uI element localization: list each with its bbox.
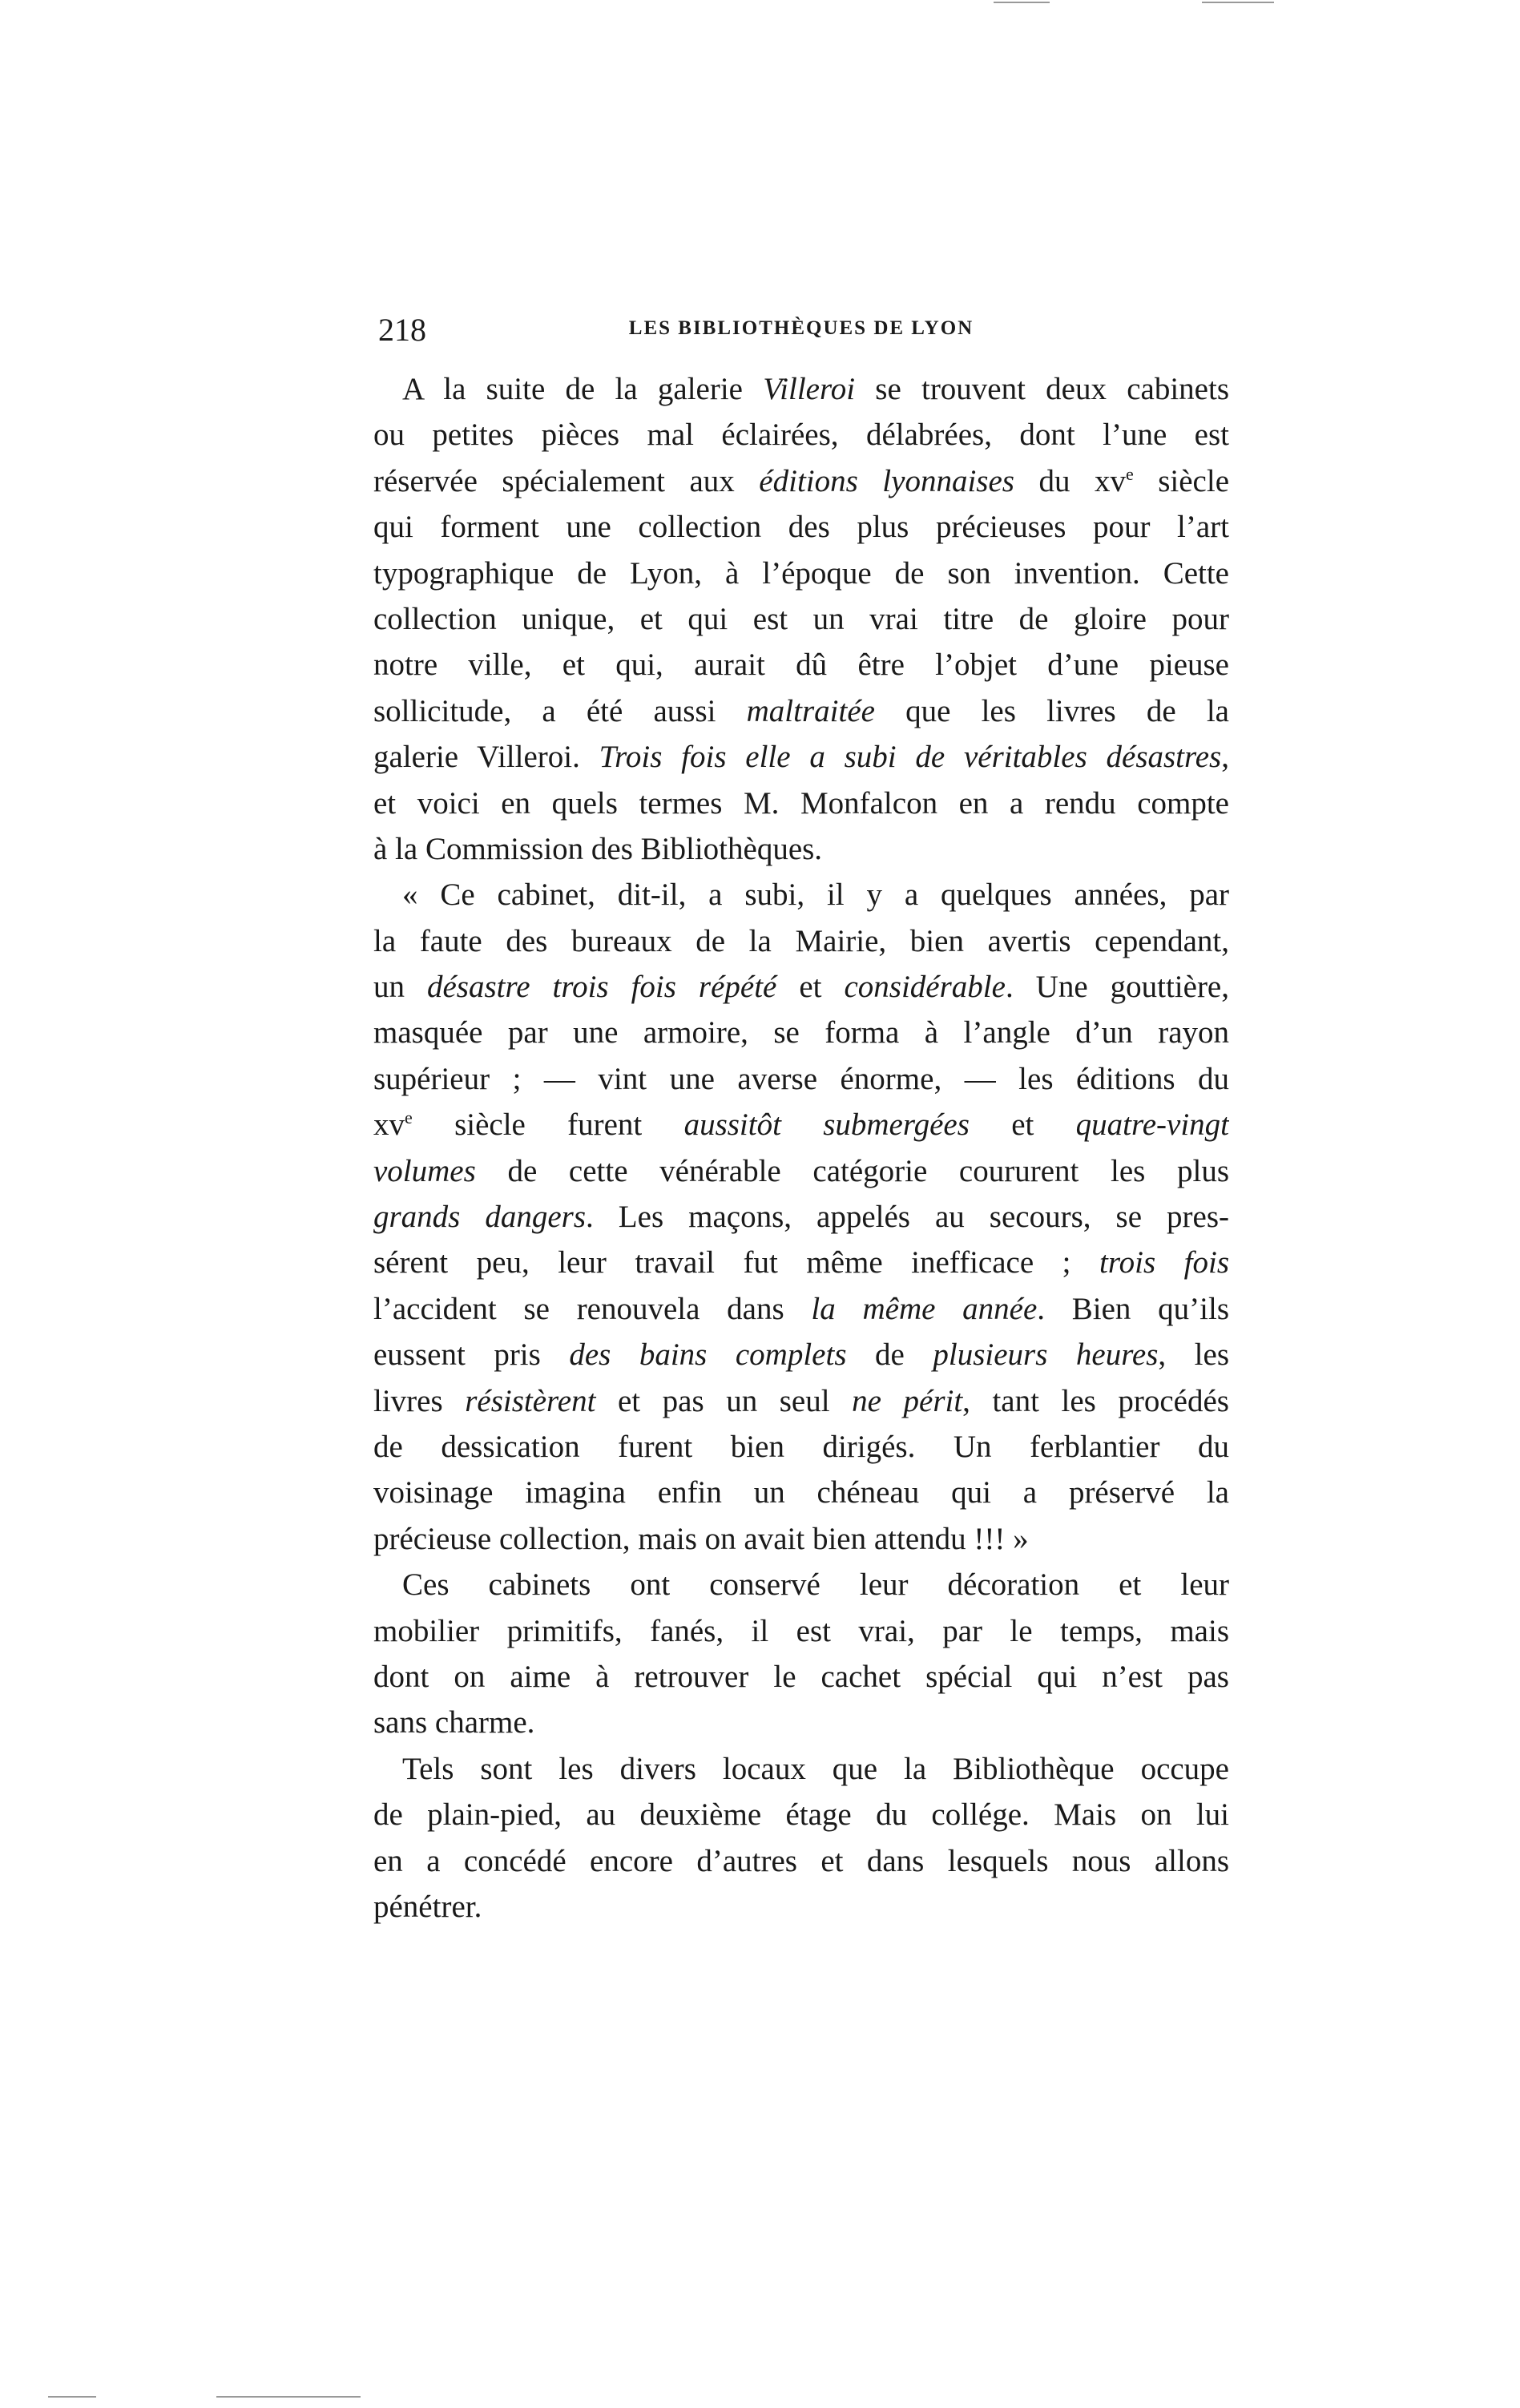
text-line: [373, 1194, 1229, 1240]
text-line: [373, 1010, 1229, 1055]
text-segment: l’accident se renouvela dans: [373, 1291, 812, 1326]
text-segment: sollicitude, a été aussi: [373, 693, 747, 728]
superscript: e: [405, 1107, 413, 1128]
scan-edge-mark: [994, 2, 1050, 3]
text-line: [373, 642, 1229, 688]
text-line: [373, 688, 1229, 734]
text-segment: de dessication furent bien dirigés. Un ferblantier du: [373, 1429, 1229, 1464]
italic-text: résistèrent: [465, 1383, 596, 1418]
text-line: [373, 1378, 1229, 1424]
text-segment: eussent pris: [373, 1337, 570, 1373]
italic-text: ne périt: [852, 1383, 963, 1418]
italic-text: Villeroi: [763, 372, 856, 406]
text-line: [373, 1102, 1229, 1148]
scan-edge-mark: [48, 2396, 96, 2398]
text-segment: la faute des bureaux de la Mairie, bien avertis cependant,: [373, 923, 1229, 958]
text-segment: en a concédé encore d’autres et dans lesquels nous allons: [373, 1843, 1229, 1878]
text-segment: du xv: [1014, 463, 1126, 498]
text-line: [373, 1700, 1229, 1745]
text-segment: siècle furent: [412, 1107, 684, 1143]
text-segment: et: [776, 970, 845, 1005]
text-line: [373, 1516, 1229, 1562]
text-segment: un: [373, 970, 427, 1005]
italic-text: volumes: [373, 1153, 476, 1188]
text-segment: à la Commission des Bibliothèques.: [373, 831, 823, 866]
superscript: e: [1125, 463, 1134, 484]
text-line: [373, 1148, 1229, 1194]
body-text: [373, 366, 1229, 1930]
text-line: [373, 734, 1229, 780]
text-segment: . Une gouttière,: [1005, 970, 1229, 1005]
text-segment: , tant les procédés: [962, 1383, 1229, 1418]
text-segment: sérent peu, leur travail fut même inefficace ;: [373, 1245, 1100, 1281]
text-line: [373, 1562, 1229, 1607]
text-segment: galerie Villeroi.: [373, 740, 599, 775]
italic-text: la même année: [811, 1291, 1038, 1326]
text-line: [373, 1654, 1229, 1700]
text-line: [373, 1332, 1229, 1377]
text-line: [373, 1884, 1229, 1930]
text-line: [373, 504, 1229, 550]
text-line: [373, 1424, 1229, 1470]
italic-text: Trois fois elle a subi de véritables désastres: [599, 740, 1222, 775]
text-line: [373, 1286, 1229, 1332]
text-line: [373, 872, 1229, 918]
italic-text: trois fois: [1099, 1245, 1229, 1281]
text-segment: pénétrer.: [373, 1889, 482, 1924]
text-segment: ou petites pièces mal éclairées, délabrées, dont l’une est: [373, 417, 1229, 453]
italic-text: considérable: [844, 970, 1006, 1005]
text-segment: siècle: [1133, 463, 1229, 498]
scan-edge-mark: [1202, 2, 1274, 3]
text-line: [373, 1470, 1229, 1515]
text-segment: « Ce cabinet, dit-il, a subi, il y a quelques années, par: [402, 877, 1229, 913]
italic-text: grands dangers: [373, 1200, 587, 1235]
italic-text: désastre trois fois répété: [426, 970, 777, 1005]
italic-text: plusieurs heures: [933, 1337, 1159, 1373]
text-line: [373, 1792, 1229, 1837]
text-segment: voisinage imagina enfin un chéneau qui a préservé la: [373, 1475, 1229, 1511]
running-title: LES BIBLIOTHÈQUES DE LYON: [628, 317, 974, 339]
text-segment: . Les maçons, appelés au secours, se pres-: [586, 1200, 1229, 1235]
text-line: [373, 1608, 1229, 1654]
text-segment: A la suite de la galerie: [402, 372, 764, 406]
text-segment: que les livres de la: [874, 693, 1229, 728]
italic-text: éditions lyonnaises: [759, 463, 1014, 498]
text-line: [373, 1240, 1229, 1285]
text-segment: , les: [1158, 1337, 1229, 1373]
italic-text: aussitôt submergées: [683, 1107, 970, 1143]
text-line: [373, 918, 1229, 964]
text-line: [373, 780, 1229, 826]
text-segment: collection unique, et qui est un vrai titre de gloire pour: [373, 601, 1229, 636]
text-line: [373, 1746, 1229, 1792]
italic-text: des bains complets: [569, 1337, 847, 1373]
text-segment: de: [846, 1337, 933, 1373]
text-line: [373, 964, 1229, 1010]
text-line: [373, 458, 1229, 504]
text-segment: se trouvent deux cabinets: [855, 372, 1229, 406]
text-segment: Ces cabinets ont conservé leur décoration et leur: [402, 1567, 1229, 1603]
text-segment: précieuse collection, mais on avait bien attendu !!! »: [373, 1521, 1029, 1556]
text-segment: de cette vénérable catégorie coururent les plus: [475, 1153, 1229, 1188]
text-line: [373, 366, 1229, 412]
text-line: [373, 551, 1229, 596]
text-segment: xv: [373, 1107, 405, 1143]
text-segment: . Bien qu’ils: [1037, 1291, 1229, 1326]
text-segment: livres: [373, 1383, 466, 1418]
scan-edge-mark: [216, 2396, 361, 2398]
text-segment: et voici en quels termes M. Monfalcon en a rendu compte: [373, 785, 1229, 821]
text-segment: de plain-pied, au deuxième étage du collége. Mais on lui: [373, 1797, 1229, 1833]
text-line: [373, 596, 1229, 642]
text-line: [373, 826, 1229, 872]
text-line: [373, 1838, 1229, 1884]
text-segment: masquée par une armoire, se forma à l’angle d’un rayon: [373, 1015, 1229, 1051]
text-segment: mobilier primitifs, fanés, il est vrai, par le temps, mais: [373, 1613, 1229, 1648]
text-segment: notre ville, et qui, aurait dû être l’objet d’une pieuse: [373, 647, 1229, 683]
text-segment: typographique de Lyon, à l’époque de son invention. Cette: [373, 555, 1229, 591]
text-segment: Tels sont les divers locaux que la Bibliothèque occupe: [402, 1751, 1229, 1786]
text-line: [373, 412, 1229, 458]
text-segment: supérieur ; — vint une averse énorme, — les éditions du: [373, 1061, 1229, 1096]
italic-text: maltraitée: [746, 693, 875, 728]
text-segment: et pas un seul: [595, 1383, 853, 1418]
italic-text: quatre-vingt: [1075, 1107, 1229, 1143]
text-segment: dont on aime à retrouver le cachet spécial qui n’est pas: [373, 1659, 1229, 1694]
text-segment: et: [969, 1107, 1076, 1143]
text-segment: sans charme.: [373, 1705, 535, 1740]
text-segment: qui forment une collection des plus précieuses pour l’art: [373, 510, 1229, 545]
text-segment: ,: [1221, 740, 1229, 775]
page-number: 218: [378, 312, 426, 348]
text-segment: réservée spécialement aux: [373, 463, 760, 498]
text-line: [373, 1056, 1229, 1102]
